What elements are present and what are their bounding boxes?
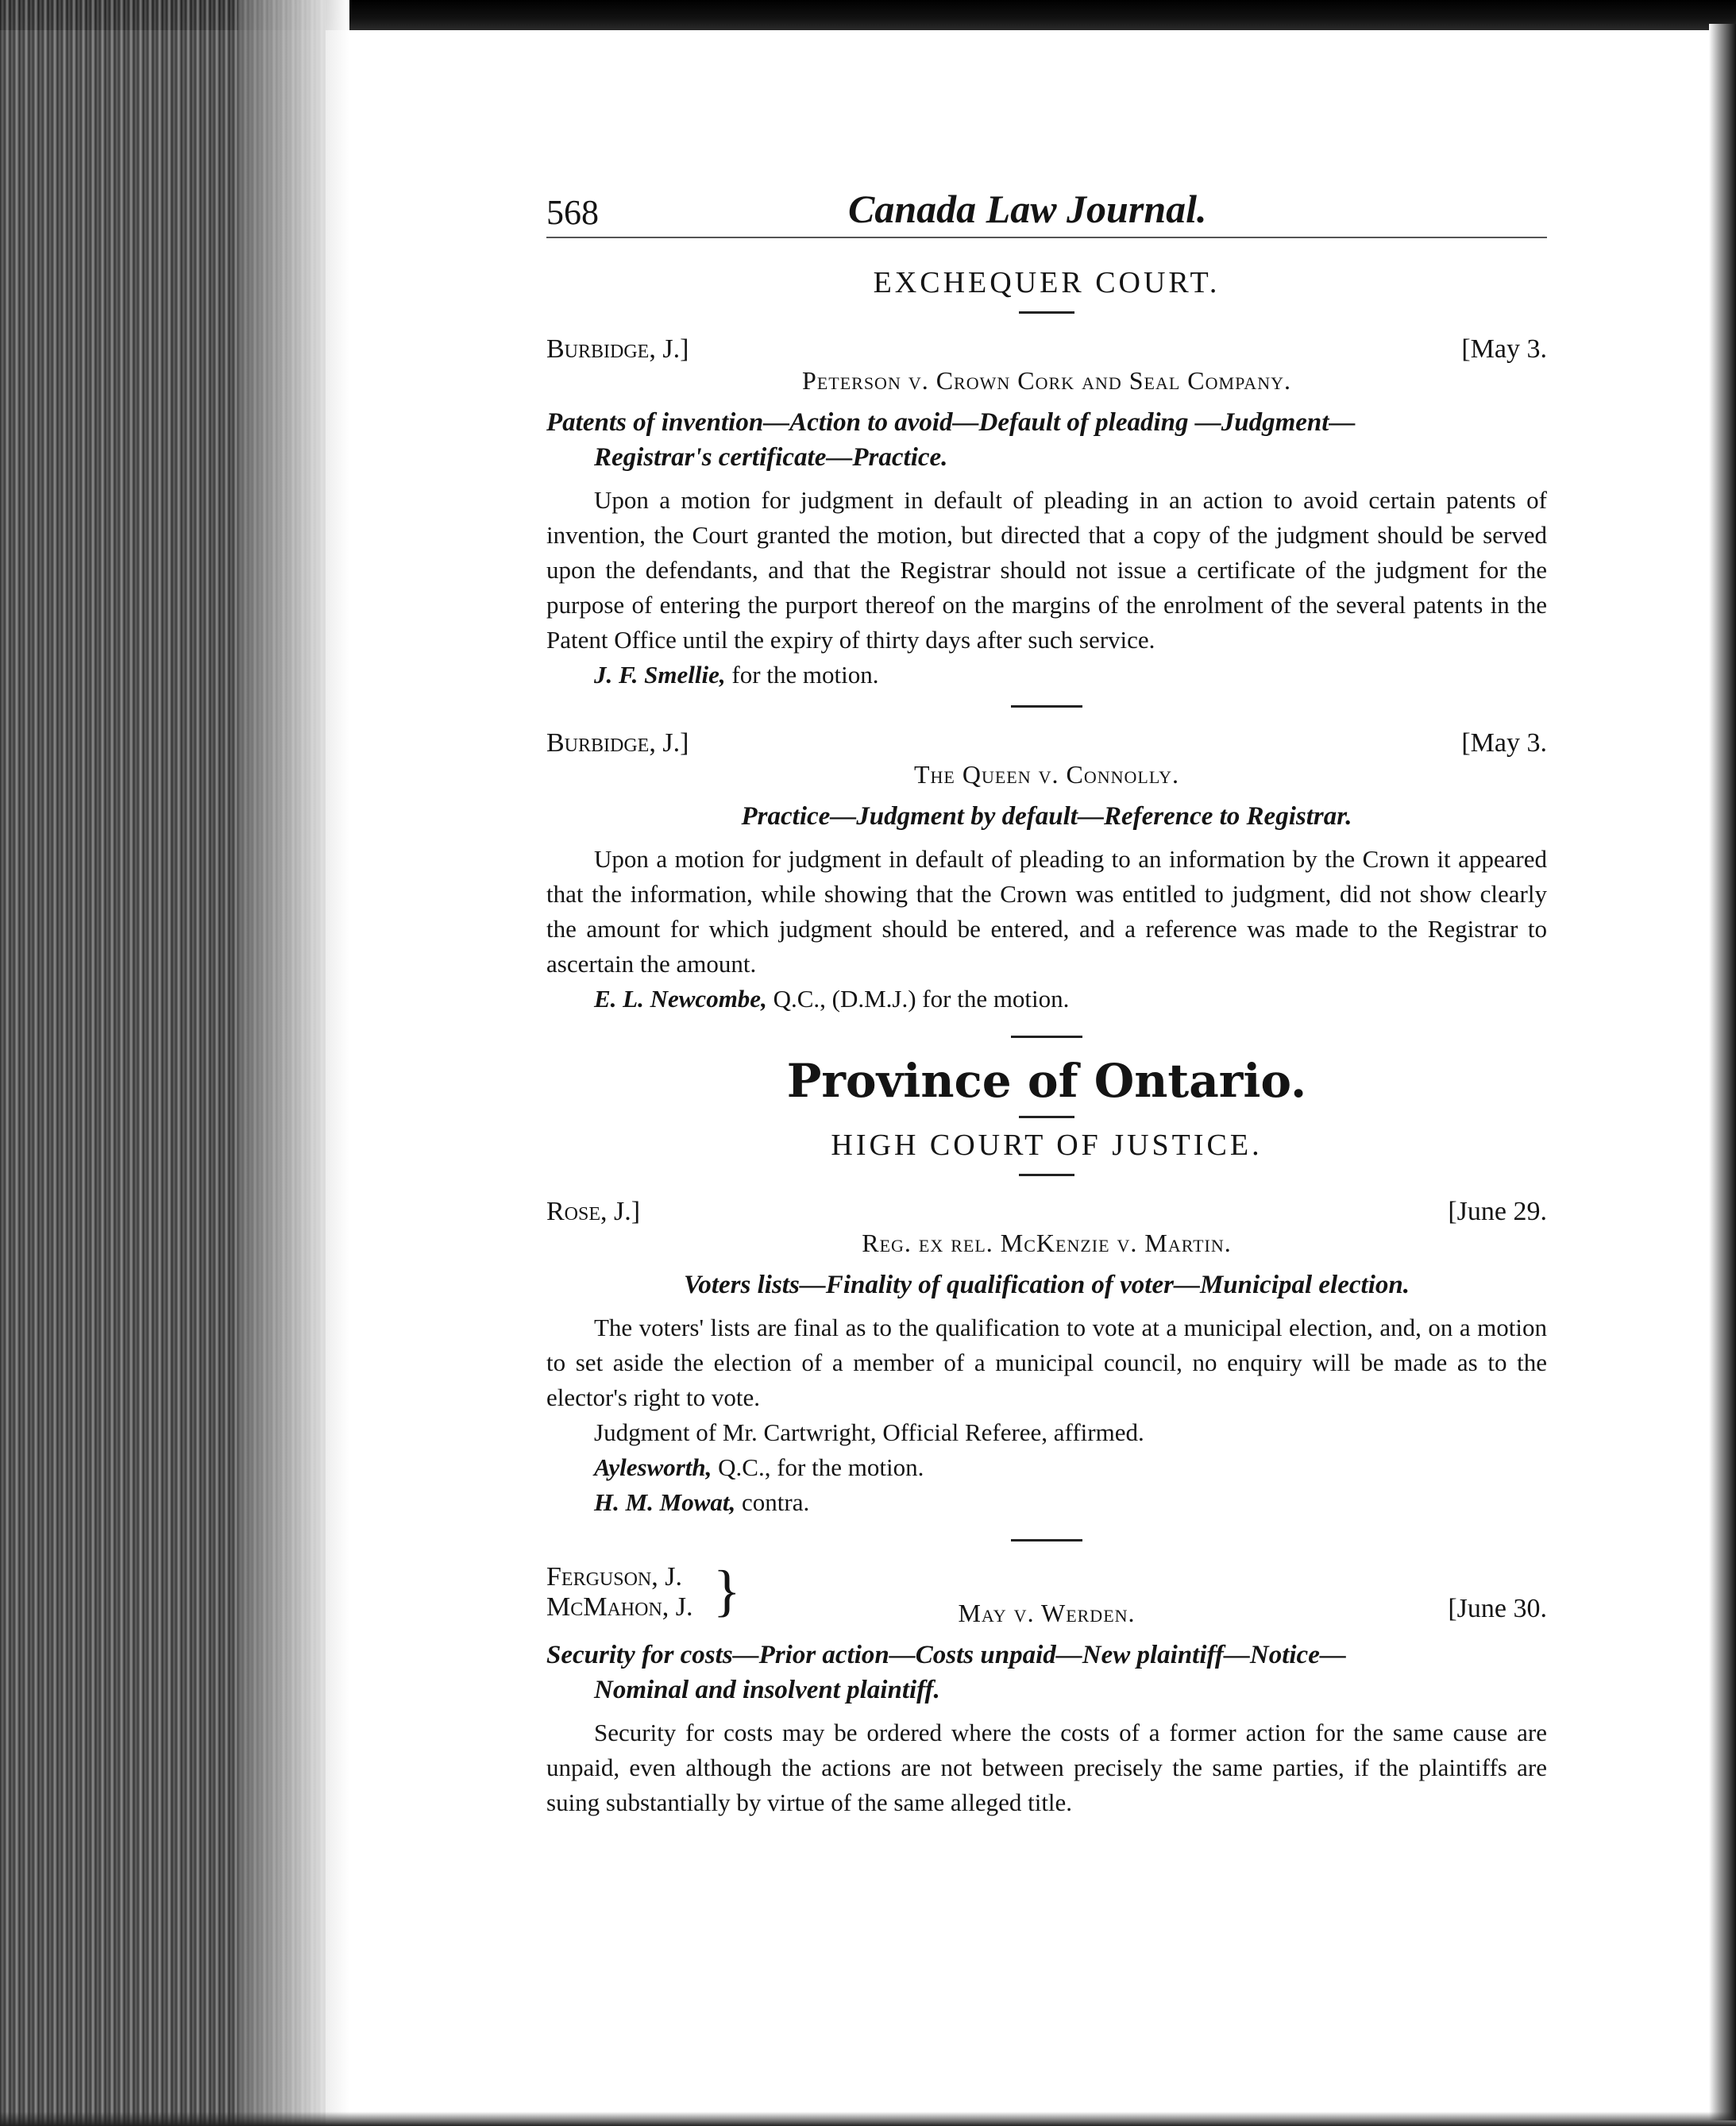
case-peterson	[546, 334, 1547, 693]
case-werden	[546, 1559, 1547, 1820]
headnote-line: Registrar's certificate—Practice.	[594, 443, 948, 472]
case-header	[546, 334, 1547, 371]
headnote-line: Practice—Judgment by default—Reference to Registrar.	[741, 802, 1352, 831]
section-rule	[1019, 1174, 1074, 1176]
province-heading: Province of Ontario.	[786, 1054, 1307, 1108]
headnote	[546, 1638, 1547, 1707]
headnote-line: Voters lists—Finality of qualification of voter—Municipal election.	[684, 1271, 1410, 1299]
case-header	[546, 728, 1547, 765]
section-rule	[1019, 311, 1074, 314]
exchequer-court-heading: EXCHEQUER COURT.	[873, 266, 1221, 299]
case-header	[546, 1559, 1547, 1634]
scan-binding-fade	[238, 0, 349, 2126]
case-rule	[1011, 1539, 1082, 1541]
decision-date: [June 30.	[1448, 1594, 1547, 1623]
scan-bottom-edge	[0, 2112, 1736, 2126]
headnote-line: Patents of invention—Action to avoid—Default of pleading —Judgment—	[546, 408, 1356, 437]
section-rule	[1019, 1116, 1074, 1118]
decision-date: [May 3.	[1461, 728, 1547, 758]
judge-name: McMahon, J.	[546, 1592, 693, 1622]
headnote	[546, 405, 1547, 475]
case-body: The voters' lists are final as to the qualification to vote at a municipal election, and, on a motion to set aside the election of a member of a municipal council, no enquiry will be made as to the elector's right to vote.	[546, 1314, 1547, 1411]
decision-date: [June 29.	[1448, 1197, 1547, 1226]
case-body: Upon a motion for judgment in default of pleading in an action to avoid certain patents of invention, the Court granted the motion, but directed that a copy of the judgment should be served upon the defendants, and that the Registrar should not issue a certificate of the judgment for the purpose of entering the purport thereof on the margins of the enrolment of the several patents in the Patent Office until the expiry of thirty days after such service.	[546, 486, 1547, 654]
counsel-name: E. L. Newcombe,	[594, 985, 767, 1013]
counsel-role: Q.C., (D.M.J.) for the motion.	[766, 985, 1070, 1013]
case-connolly	[546, 728, 1547, 1017]
case-mckenzie	[546, 1197, 1547, 1520]
judges-stack	[546, 1562, 693, 1622]
high-court-heading: HIGH COURT OF JUSTICE.	[831, 1129, 1263, 1162]
headnote-line: Security for costs—Prior action—Costs unpaid—New plaintiff—Notice—	[546, 1641, 1346, 1669]
journal-title: Canada Law Journal.	[848, 187, 1207, 231]
headnote	[546, 1267, 1547, 1302]
counsel-name: Aylesworth,	[594, 1453, 712, 1481]
journal-page	[546, 181, 1547, 1820]
counsel-name: H. M. Mowat,	[594, 1488, 736, 1516]
headnote	[546, 799, 1547, 834]
scan-right-edge	[1709, 24, 1736, 2120]
page-number: 568	[546, 193, 599, 232]
judge-name: Rose, J.]	[546, 1197, 641, 1226]
judges-brace: }	[713, 1559, 741, 1622]
running-head	[546, 181, 1547, 238]
case-body: Upon a motion for judgment in default of pleading to an information by the Crown it appeared that the information, while showing that the Crown was entitled to judgment, did not show clearly the amount for which judgment should be entered, and a reference was made to the Registrar to ascertain the amount.	[546, 845, 1547, 978]
judge-name: Burbidge, J.]	[546, 334, 689, 364]
judge-name: Ferguson, J.	[546, 1562, 682, 1592]
counsel-role: for the motion.	[725, 661, 879, 689]
judgment-line: Judgment of Mr. Cartwright, Official Referee, affirmed.	[594, 1418, 1144, 1446]
case-header	[546, 1197, 1547, 1233]
case-rule	[1011, 705, 1082, 708]
counsel-line	[546, 1450, 1547, 1485]
case-title: May v. Werden.	[958, 1599, 1136, 1627]
counsel-name: J. F. Smellie,	[594, 661, 726, 689]
case-body: Security for costs may be ordered where the costs of a former action for the same cause are unpaid, even although the actions are not between precisely the same parties, if the plaintiffs are suing substantially by virtue of the same alleged title.	[546, 1719, 1547, 1816]
counsel-line	[546, 982, 1547, 1017]
counsel-role: contra.	[735, 1488, 810, 1516]
section-rule	[1011, 1036, 1082, 1038]
headnote-line: Nominal and insolvent plaintiff.	[594, 1676, 940, 1704]
case-title: Reg. ex rel. McKenzie v. Martin.	[862, 1229, 1232, 1257]
case-title: The Queen v. Connolly.	[914, 760, 1179, 789]
judge-name: Burbidge, J.]	[546, 728, 689, 758]
counsel-line	[546, 1485, 1547, 1520]
decision-date: [May 3.	[1461, 334, 1547, 364]
counsel-line	[546, 658, 1547, 693]
counsel-role: Q.C., for the motion.	[712, 1453, 924, 1481]
case-title: Peterson v. Crown Cork and Seal Company.	[802, 366, 1291, 395]
